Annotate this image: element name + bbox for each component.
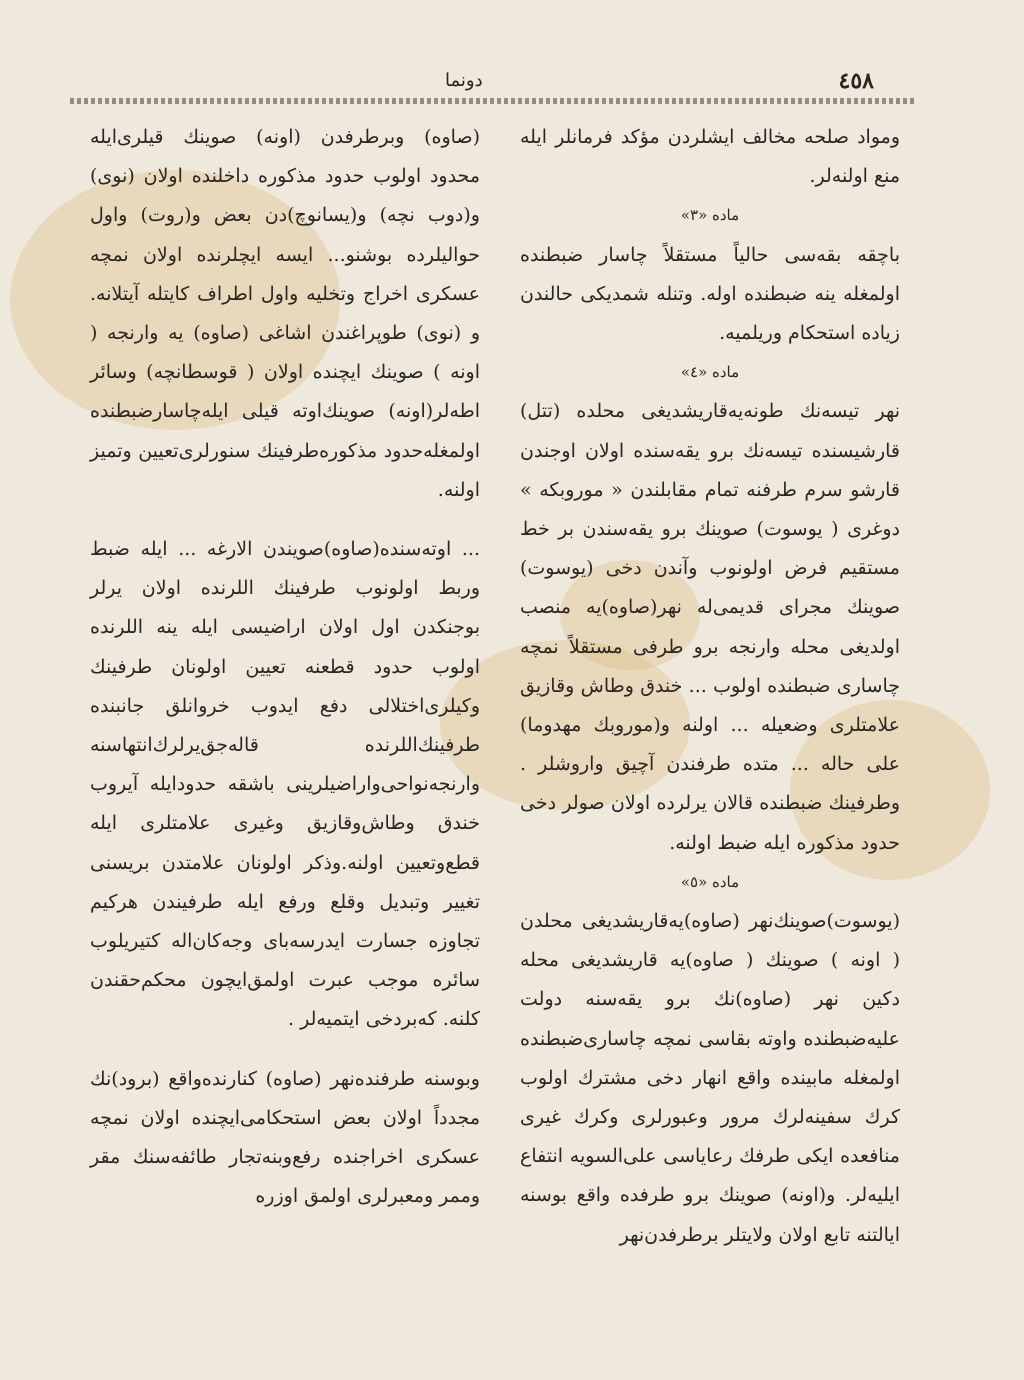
paragraph: (يوسوت)صوينك‌نهر (صاوه)يه‌قاريشديغی محلدن ( اونه ) صوينك ( صاوه)يه قاريشديغی محله دكين نهر (صاوه)نك برو يقه‌سنه دولت عليه‌ضبطنده واوته بقاسی نمچه چاساری‌ضبطنده اولمغله مابينده واقع انهار دخی مشترك اولوب كرك سفينه‌لرك مرور وعبورلری وكرك غيری منافعده ايكی طرفك رعاياسی علی‌السويه انتفاع ايليه‌لر. و(اونه) صوينك برو طرفده واقع بوسنه ايالتنه تابع اولان ولايتلر برطرفدن‌نهر (520, 910, 900, 1246)
paragraph-gap (90, 1040, 480, 1060)
page-header (70, 62, 914, 102)
paragraph: (صاوه) وبرطرفدن (اونه) صوينك قيلری‌ايله محدود اولوب حدود مذكوره داخلنده اولان (نوی) و(دوب نچه) و(يسانوچ)دن بعض و(روت) واول حواليلرده بوشنو... ايسه ايچلرنده اولان نمچه عسكری اخراج وتخليه واول اطراف كايتله آيتلانه. و (نوی) طوپراغندن اشاغی (صاوه) يه وارنجه ( اونه ) صوينك ايچنده اولان ( قوسطانچه) وسائر اطه‌لر(اونه) صوينك‌اوته قيلی ايله‌چاسارضبطنده اولمغله‌حدود مذكوره‌طرفينك سنورلری‌تعيين وتميز اولنه. (90, 126, 480, 501)
paragraph: باچقه بقه‌سی حالیاً مستقلاً چاسار ضبطنده اولمغله ينه ضبطنده اوله. وتنله شمديكی حالندن زياده استحكام وريلميه. (520, 243, 900, 345)
paragraph-gap (90, 510, 480, 530)
paragraph: ومواد صلحه مخالف ايشلردن مؤكد فرمانلر ايله منع اولنه‌لر. (520, 126, 900, 188)
article-heading: ماده «٥» (680, 872, 740, 891)
left-column (90, 118, 480, 1216)
paragraph: وبوسنه طرفنده‌نهر (صاوه) كنارنده‌واقع (برود)نك مجدداً اولان بعض استحكامی‌ايچنده اولان نمچه عسكری اخراجنده رفع‌وبنه‌تجار طائفه‌سنك مقر وممر ومعبرلری اولمق اوزره (90, 1067, 480, 1208)
paragraph: نهر تيسه‌نك طونه‌يه‌قاريشديغی محلده (تتل) قارشيسنده تيسه‌نك برو يقه‌سنده اولان اوجندن قارشو سرم طرفنه تمام مقابلندن « موروبكه » دوغری ( يوسوت) صوينك برو يقه‌سندن بر خط مستقيم فرض اولونوب وآندن دخی (يوسوت) صوينك مجرای قديمی‌له نهر(صاوه)يه منصب اولديغی محله وارنجه برو طرفی مستقلاً نمچه چاساری ضبطنده اولوب ... خندق وطاش وقازيق علامتلری وضعيله ... اولنه و(موروبك مهدوما) علی حاله ... متده طرفندن آچيق واروشلر . وطرفينك ضبطنده قالان يرلرده اولان صولر دخی حدود مذكوره ايله ضبط اولنه. (520, 400, 900, 854)
running-title: دونما (445, 70, 483, 91)
header-rule (70, 98, 914, 104)
page-number: ٤٥٨ (838, 68, 874, 94)
article-heading: ماده «٤» (680, 363, 740, 382)
paragraph: ... اوته‌سنده(صاوه)صويندن الارغه ... ايله ضبط وربط اولونوب طرفينك اللرنده اولان يرلر بوجنكدن اول اولان اراضيسی ايله ينه اللرنده اولوب حدود قطعنه تعيين اولونان طرفينك وكيلری‌اختلالی دفع ايدوب خروانلق جانبنده طرفينك‌اللرنده قاله‌جق‌يرلرك‌انتهاسنه وارنجه‌نواحی‌واراضيلرينی باشقه حدودايله آيروب خندق وطاش‌وقازيق وغيری علامتلری ايله قطع‌وتعيين اولنه.وذكر اولونان علامتدن بريسنی تغيير وتبديل وقلع ورفع ايله طرفيندن هركيم تجاوزه جسارت ايدرسه‌بای وجه‌كان‌اله كتيريلوب سائره موجب عبرت اولمق‌ايچون محكم‌حقندن كلنه. كه‌بردخی ايتميه‌لر . (90, 538, 480, 1031)
article-heading: ماده «٣» (680, 206, 740, 225)
right-column (520, 118, 900, 1255)
